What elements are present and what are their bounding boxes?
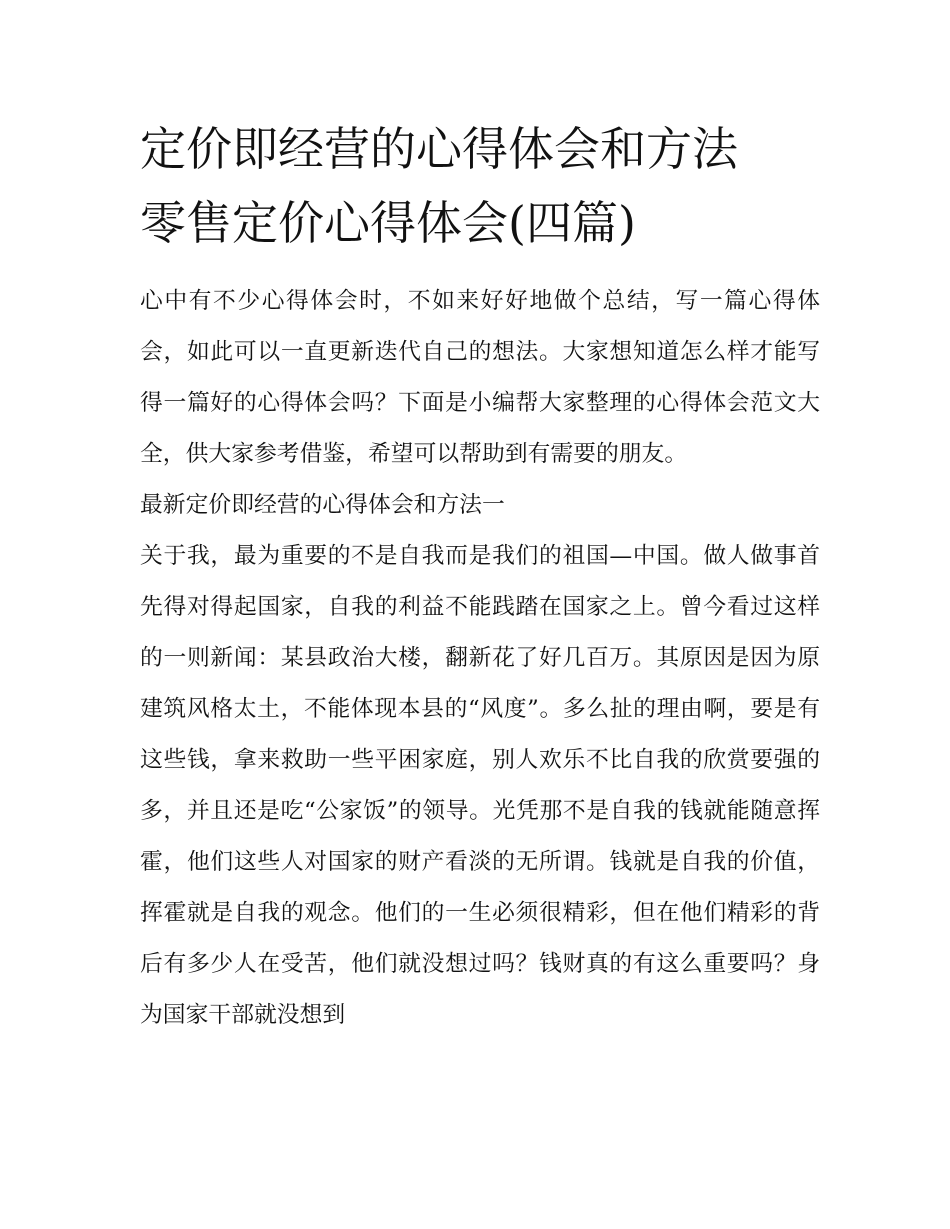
document-body [140,276,820,1041]
title-line-1: 定价即经营的心得体会和方法 [140,122,738,176]
section-heading: 最新定价即经营的心得体会和方法一 [140,492,505,518]
document-title [140,112,840,260]
title-line-2: 零售定价心得体会(四篇) [140,196,636,250]
section-paragraph: 关于我，最为重要的不是自我而是我们的祖国—中国。做人做事首先得对得起国家，自我的利益不能践踏在国家之上。曾今看过这样的一则新闻：某县政治大楼，翻新花了好几百万。其原因是因为原建筑风格太土，不能体现本县的“风度”。多么扯的理由啊，要是有这些钱，拿来救助一些平困家庭，别人欢乐不比自我的欣赏要强的多，并且还是吃“公家饭”的领导。光凭那不是自我的钱就能随意挥霍，他们这些人对国家的财产看淡的无所谓。钱就是自我的价值，挥霍就是自我的观念。他们的一生必须很精彩，但在他们精彩的背后有多少人在受苦，他们就没想过吗？钱财真的有这么重要吗？身为国家干部就没想到 [140,543,820,1028]
intro-paragraph: 心中有不少心得体会时，不如来好好地做个总结，写一篇心得体会，如此可以一直更新迭代自己的想法。大家想知道怎么样才能写得一篇好的心得体会吗？下面是小编帮大家整理的心得体会范文大全，供大家参考借鉴，希望可以帮助到有需要的朋友。 [140,288,820,467]
